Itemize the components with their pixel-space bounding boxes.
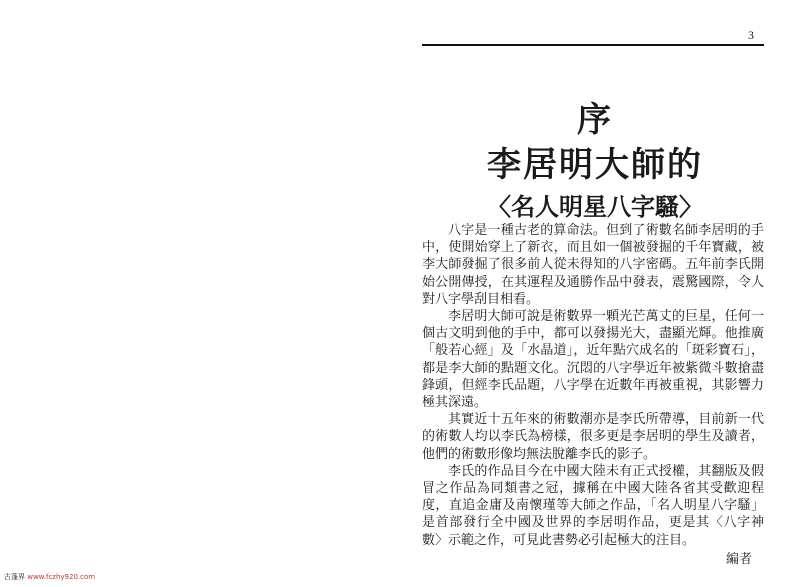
page-subtitle: 李居明大師的 (487, 145, 703, 185)
paragraph: 其實近十五年來的術數潮亦是李氏所帶導，目前新一代的術數人均以李氏為榜樣，很多更是李居明的學生及讀者，他們的術數形像均無法脫離李氏的影子。 (422, 412, 764, 462)
watermark-url: www.fczhy920.com (27, 573, 96, 581)
page-title: 序 (577, 100, 613, 140)
paragraph: 八字是一種古老的算命法。但到了術數名師李居明的手中，使開始穿上了新衣，而且如一個被發掘的千年寶藏，被李大師發掘了很多前人從未得知的八字密碼。五年前李氏開始公開傳授，在其運程及通勝作品中發表，震驚國際，令人對八字學刮目相看。 (422, 223, 764, 307)
body-text (422, 222, 764, 549)
watermark-site-name: 古蓬界 (4, 573, 25, 581)
signature: 編者 (726, 552, 753, 567)
book-title: 〈名人明星八字騷〉 (487, 193, 703, 221)
page-number: 3 (748, 28, 754, 42)
paragraph: 李居明大師可說是術數界一顆光芒萬丈的巨星，任何一個古文明到他的手中，都可以發揚光大，盡顯光輝。他推廣「般若心經」及「水晶道」，近年點穴成名的「斑彩寶石」，都是李大師的點題文化。沉悶的八字學近年被紫微斗數搶盡鋒頭，但經李氏品題，八字學在近數年再被重視，其影響力極其深遠。 (422, 309, 764, 411)
header-rule (422, 44, 764, 46)
watermark (4, 572, 95, 582)
paragraph: 李氏的作品目今在中國大陸未有正式授權，其翻版及假冒之作品為同類書之冠，據稱在中國大陸各省其受歡迎程度，直追金庸及南懷瑾等大師之作品，「名人明星八字騷」是首部發行全中國及世界的李居明作品，更是其〈八字神數〉示範之作，可見此書勢必引起極大的注目。 (422, 463, 764, 548)
title-block (430, 98, 760, 224)
